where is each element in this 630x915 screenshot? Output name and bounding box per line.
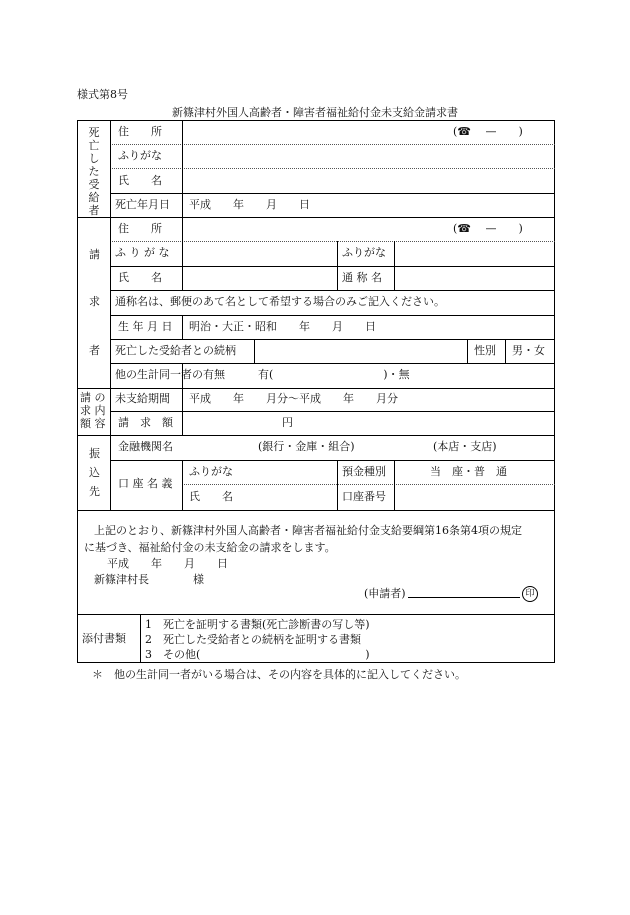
- birth-date-value: 明治・大正・昭和 年 月 日: [189, 320, 376, 333]
- period-label: 未支給期間: [115, 392, 170, 405]
- claimant-label-3: 者: [89, 344, 100, 357]
- deceased-furigana-label: ふりがな: [118, 149, 162, 162]
- seal-icon: 印: [522, 586, 538, 602]
- claimant-phone: (☎ — ): [453, 222, 523, 235]
- attachment-item-3: 3 その他( ): [145, 648, 370, 661]
- deceased-section-label: 死 亡 し た 受 給 者: [88, 126, 100, 217]
- deceased-name-label: 氏 名: [118, 174, 162, 187]
- bank-value: (銀行・金庫・組合): [258, 440, 355, 453]
- period-value: 平成 年 月分〜平成 年 月分: [189, 392, 398, 405]
- household-label: 他の生計同一者の有無: [115, 368, 225, 381]
- sex-value: 男・女: [512, 344, 545, 357]
- death-date-label: 死亡年月日: [115, 198, 170, 211]
- relation-label: 死亡した受給者との続柄: [115, 344, 236, 357]
- amount-label: 請 求 額: [118, 416, 173, 429]
- transfer-label-3: 先: [89, 485, 100, 498]
- deposit-type-value: 当 座・普 通: [430, 465, 507, 478]
- holder-label: 口 座 名 義: [118, 477, 173, 490]
- seal-mark: [522, 586, 538, 602]
- attachment-item-2: 2 死亡した受給者との続柄を証明する書類: [145, 633, 361, 646]
- transfer-label-2: 込: [89, 466, 100, 479]
- claimant-name-label: 氏 名: [118, 271, 162, 284]
- holder-furigana-label: ふりがな: [189, 465, 233, 478]
- claimant-address-label: 住 所: [118, 222, 162, 235]
- branch-value: (本店・支店): [433, 440, 497, 453]
- form-number: 様式第8号: [77, 88, 128, 101]
- household-value: 有( )・無: [258, 368, 410, 381]
- applicant-signature-line: [408, 597, 520, 598]
- sex-label: 性別: [474, 344, 496, 357]
- alias-furigana-label: ふりがな: [342, 246, 386, 259]
- alias-label: 通 称 名: [342, 271, 382, 284]
- claim-label-c: 額 容: [80, 417, 106, 430]
- declaration-line-1: 上記のとおり、新篠津村外国人高齢者・障害者福祉給付金支給要綱第16条第4項の規定: [94, 524, 522, 537]
- deposit-type-label: 預金種別: [342, 465, 386, 478]
- attachments-label: 添付書類: [82, 632, 126, 645]
- applicant-label: (申請者): [364, 587, 406, 600]
- alias-note: 通称名は、郵便のあて名として希望する場合のみご記入ください。: [115, 295, 445, 308]
- death-date-value: 平成 年 月 日: [189, 198, 310, 211]
- declaration-date: 平成 年 月 日: [107, 557, 228, 570]
- deceased-address-label: 住 所: [118, 125, 162, 138]
- transfer-label-1: 振: [89, 447, 100, 460]
- amount-unit: 円: [282, 416, 293, 429]
- addressee: 新篠津村長 様: [94, 573, 204, 586]
- claimant-label-2: 求: [89, 295, 100, 308]
- deceased-phone: (☎ — ): [453, 125, 523, 138]
- account-number-label: 口座番号: [342, 490, 386, 503]
- claim-label-b: 求 内: [80, 404, 106, 417]
- declaration-line-2: に基づき、福祉給付金の未支給金の請求をします。: [84, 541, 336, 554]
- holder-name-label: 氏 名: [189, 490, 233, 503]
- birth-date-label: 生 年 月 日: [118, 320, 173, 333]
- claimant-label-1: 請: [89, 248, 100, 261]
- page-title: 新篠津村外国人高齢者・障害者福祉給付金未支給金請求書: [172, 106, 458, 119]
- bank-label: 金融機関名: [118, 440, 173, 453]
- footnote: ＊ 他の生計同一者がいる場合は、その内容を具体的に記入してください。: [92, 668, 466, 681]
- claim-label-a: 請 の: [80, 391, 106, 404]
- attachment-item-1: 1 死亡を証明する書類(死亡診断書の写し等): [145, 618, 370, 631]
- claimant-furigana-label: ふ り が な: [115, 246, 170, 259]
